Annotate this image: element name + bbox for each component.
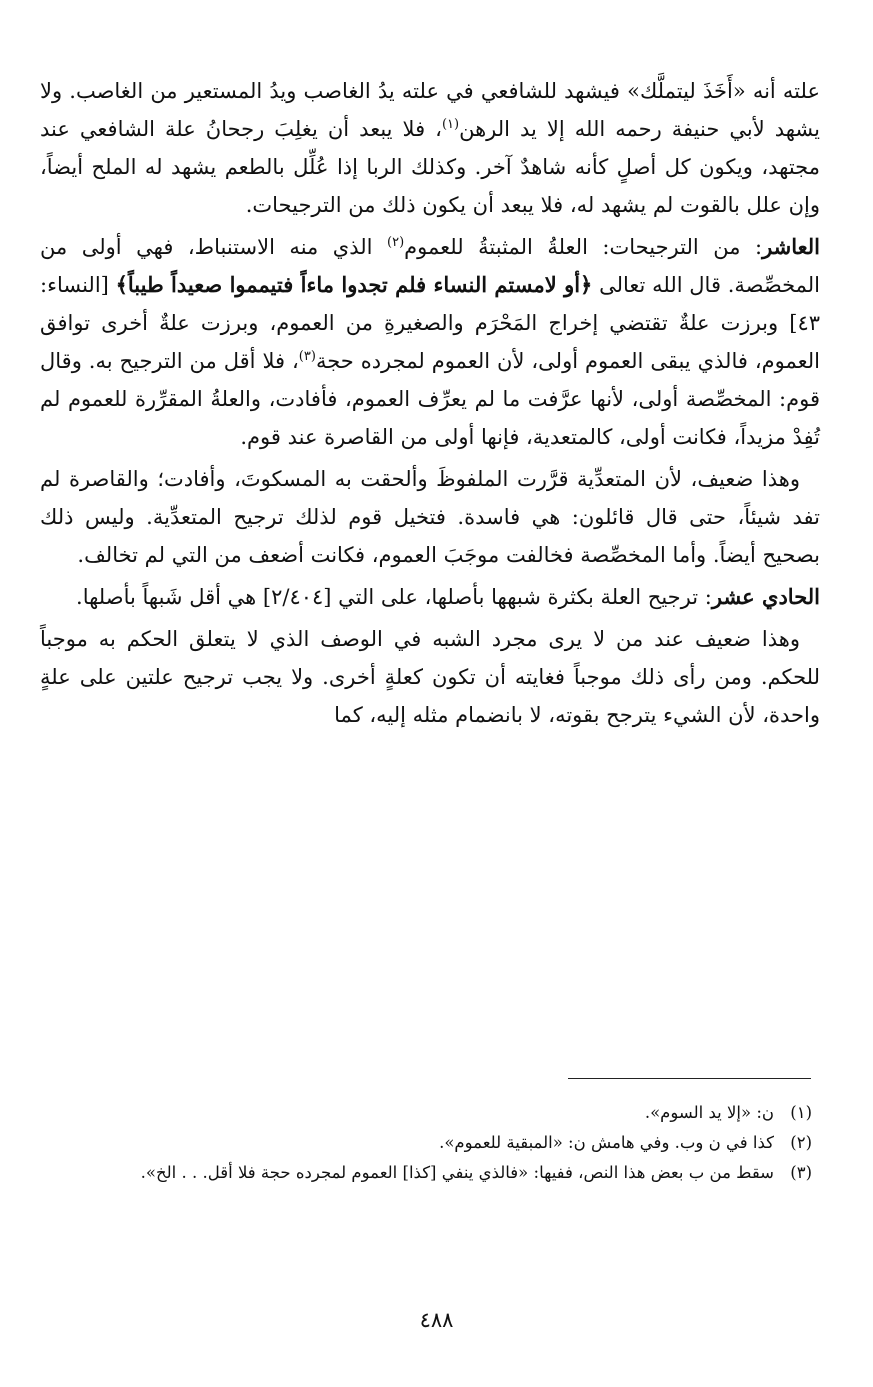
page-number: ٤٨٨ [419, 1308, 454, 1332]
footnote-divider [568, 1078, 811, 1079]
paragraph-2-text-a: : من الترجيحات: العلةُ المثبتةُ للعموم [404, 235, 763, 259]
footnote-ref-1[interactable]: (١) [441, 117, 460, 132]
paragraph-3-text: وهذا ضعيف، لأن المتعدِّية قرَّرت الملفوظَ وألحقت به المسكوتَ، وأفادت؛ والقاصرة لم تفد شيئاً، حتى قال قائلون: هي فاسدة. فتخيل قوم لذلك ترجيح المتعدِّية. وليس ذلك بصحيح أيضاً. وأما المخصِّصة فخالفت موجَبَ العموم، فكانت أضعف من التي لم تخالف. [40, 467, 820, 567]
footnote-2 [40, 1128, 812, 1158]
footnotes-block [40, 1098, 812, 1188]
paragraph-2-text-b: الذي منه الاستنباط، فهي أولى من المخصِّصة. قال الله تعالى [40, 235, 821, 297]
paragraph-4-lead: الحادي عشر [711, 584, 820, 609]
paragraph-2-text-d: ، فلا أقل من الترجيح به. وقال قوم: المخصِّصة أولى، لأنها عرَّفت ما لم يعرِّف العموم، فأفادت، والعلةُ المقرِّرة للعموم لم تُفِدْ مزيداً، فكانت أولى، كالمتعدية، فإنها أولى من القاصرة عند قوم. [40, 349, 820, 449]
paragraph-2 [40, 228, 820, 456]
paragraph-2-text-c: [النساء: ٤٣] وبرزت علةٌ تقتضي إخراج المَحْرَم والصغيرةِ من العموم، وبرزت علةٌ أخرى توافق العموم، فالذي يبقى العموم أولى، لأن العموم لمجرده حجة [40, 273, 820, 373]
paragraph-3 [40, 460, 820, 574]
footnote-2-number: (٢) [790, 1133, 812, 1152]
paragraph-5-text: وهذا ضعيف عند من لا يرى مجرد الشبه في الوصف الذي لا يتعلق الحكم به موجباً للحكم. ومن رأى ذلك موجباً فغايته أن تكون كعلةٍ أخرى. ولا يجب ترجيح علتين على علةٍ واحدة، لأن الشيء يترجح بقوته، لا بانضمام مثله إليه، كما [40, 627, 820, 727]
footnote-3-text: سقط من ب بعض هذا النص، ففيها: «فالذي ينفي [كذا] العموم لمجرده حجة فلا أقل. . . الخ». [140, 1163, 774, 1182]
paragraph-5 [40, 620, 820, 734]
footnote-3 [40, 1158, 812, 1188]
paragraph-2-lead: العاشر [762, 234, 821, 259]
paragraph-1 [40, 72, 820, 224]
footnote-ref-3[interactable]: (٣) [298, 349, 316, 364]
footnote-2-text: كذا في ن وب. وفي هامش ن: «المبقية للعموم». [439, 1133, 774, 1152]
paragraph-1-text-b: ، فلا يبعد أن يغلِبَ رجحانُ علة الشافعي عند مجتهد، ويكون كل أصلٍ كأنه شاهدٌ آخر. وكذلك الربا إذا عُلِّل بالطعم يشهد له الملح أيضاً، وإن علل بالقوت لم يشهد له، فلا يبعد أن يكون ذلك من الترجيحات. [40, 117, 820, 217]
footnote-ref-2[interactable]: (٢) [387, 235, 405, 250]
footnote-1 [40, 1098, 812, 1128]
footnote-1-text: ن: «إلا يد السوم». [644, 1103, 774, 1122]
footnote-3-number: (٣) [790, 1163, 812, 1182]
paragraph-1-text-a: علته أنه «أَخَذَ ليتملَّك» فيشهد للشافعي في علته يدُ الغاصب ويدُ المستعير من الغاصب. ولا يشهد لأبي حنيفة رحمه الله إلا يد الرهن [40, 79, 820, 141]
main-text-block [40, 72, 820, 738]
quran-verse: ﴿أو لامستم النساء فلم تجدوا ماءاً فتيمموا صعيداً طيباً﴾ [115, 272, 593, 297]
paragraph-4 [40, 578, 820, 616]
paragraph-4-text: : ترجيح العلة بكثرة شبهها بأصلها، على التي [٢/٤٠٤] هي أقل شَبهاً بأصلها. [76, 585, 712, 609]
footnote-1-number: (١) [790, 1103, 812, 1122]
